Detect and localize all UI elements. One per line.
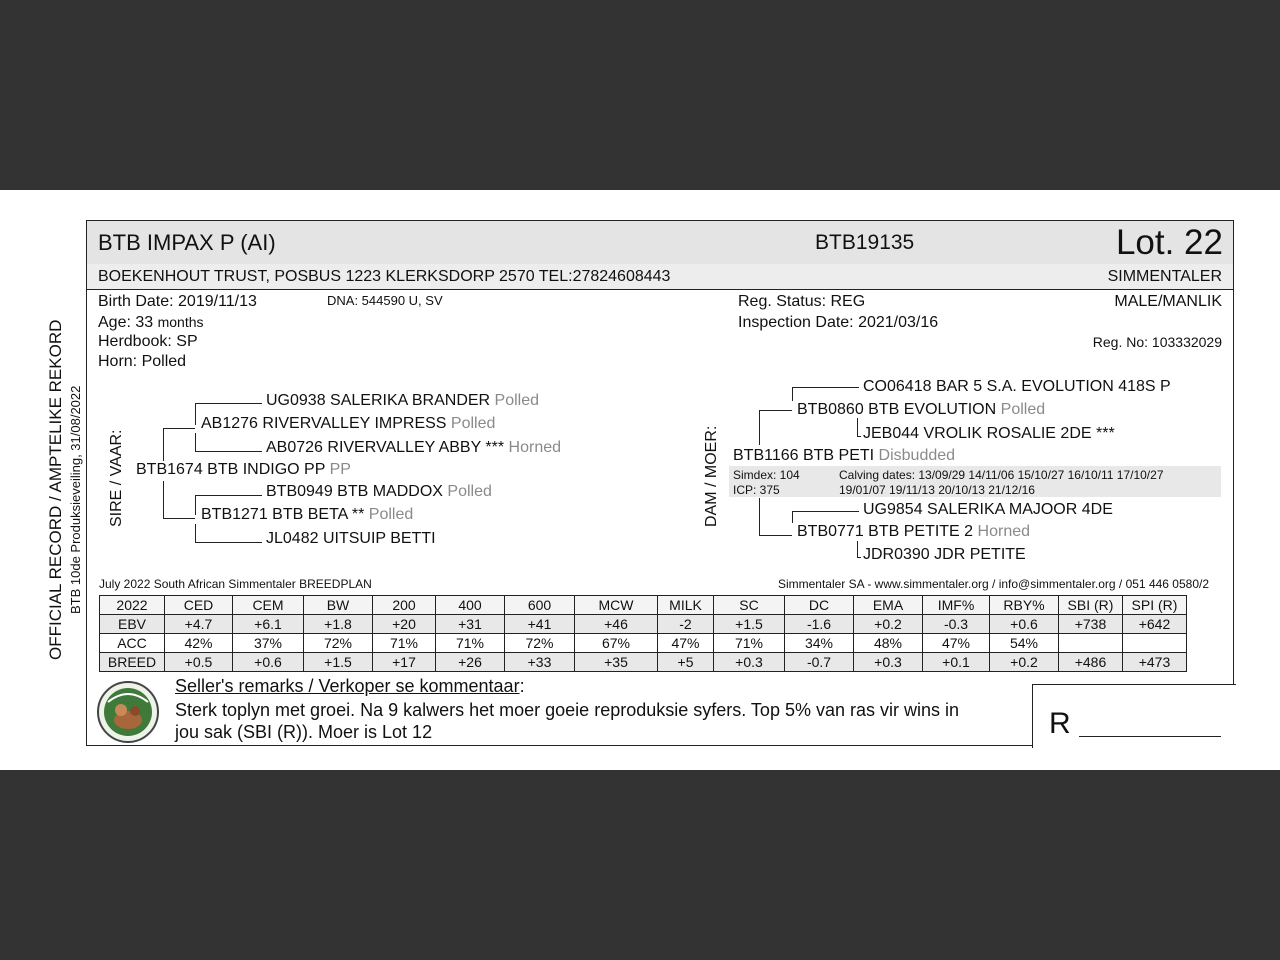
table-cell: +0.1 (923, 653, 990, 672)
table-cell: 72% (304, 634, 373, 653)
table-cell: +0.5 (165, 653, 233, 672)
remarks-line-1: Sterk toplyn met groei. Na 9 kalwers het moer goeie reproduksie syfers. Top 5% van ras vir wins in (175, 700, 960, 720)
table-cell: +33 (505, 653, 575, 672)
breedplan-caption: July 2022 South African Simmentaler BREEDPLAN (99, 577, 372, 591)
table-cell: +4.7 (165, 615, 233, 634)
dam-sire: BTB0860 BTB EVOLUTION Polled (797, 401, 1046, 418)
table-cell: +17 (373, 653, 436, 672)
sire-sire-dam: AB0726 RIVERVALLEY ABBY *** Horned (266, 439, 562, 456)
table-header: RBY% (990, 596, 1059, 615)
table-header: SPI (R) (1123, 596, 1187, 615)
table-cell: 37% (233, 634, 304, 653)
sire-sire: AB1276 RIVERVALLEY IMPRESS Polled (201, 415, 496, 432)
table-cell: +6.1 (233, 615, 304, 634)
sire-line-up-h (163, 428, 195, 429)
table-cell: 42% (165, 634, 233, 653)
table-row (100, 615, 1187, 634)
dd-line-up-h (792, 511, 859, 512)
sire-line-down-h (163, 518, 195, 519)
dam-sire-dam: JEB044 VROLIK ROSALIE 2DE *** (863, 425, 1115, 442)
table-cell: 47% (658, 634, 714, 653)
table-header: 200 (373, 596, 436, 615)
table-cell: +1.8 (304, 615, 373, 634)
sire-name: BTB1674 BTB INDIGO PP PP (136, 461, 351, 478)
sire-sire-sire-note: Polled (494, 392, 540, 409)
age-unit: months (157, 314, 204, 330)
dam-dam-dam: JDR0390 JDR PETITE (863, 546, 1026, 563)
dam-line-up-h (759, 410, 792, 411)
table-cell: EBV (100, 615, 165, 634)
age-value: Age: 33 (98, 314, 154, 331)
sire-dam-sire-note: Polled (447, 483, 492, 500)
table-cell: +0.6 (233, 653, 304, 672)
table-cell: 67% (575, 634, 658, 653)
table-cell: -2 (658, 615, 714, 634)
ds-line-down-h (857, 436, 861, 437)
ds-line-down (857, 418, 858, 436)
sire-sire-note: Polled (450, 415, 496, 432)
ss-line-down (195, 433, 196, 451)
horn-status: Horn: Polled (98, 353, 187, 370)
sire-dam-dam: JL0482 UITSUIP BETTI (266, 530, 436, 547)
breed-name: SIMMENTALER (1107, 268, 1222, 285)
sex: MALE/MANLIK (1114, 293, 1222, 310)
dam-dam-sire: UG9854 SALERIKA MAJOOR 4DE (863, 501, 1113, 518)
table-header: SBI (R) (1059, 596, 1123, 615)
table-cell: 71% (373, 634, 436, 653)
table-cell: +1.5 (304, 653, 373, 672)
table-cell: 34% (785, 634, 854, 653)
official-record-label: OFFICIAL RECORD / AMPTELIKE REKORD (46, 319, 65, 660)
calving-dates-1: Calving dates: 13/09/29 14/11/06 15/10/27 16/10/11 17/10/27 (839, 468, 1164, 482)
table-cell: +1.5 (714, 615, 785, 634)
table-header: DC (785, 596, 854, 615)
dd-line-down (857, 541, 858, 557)
table-cell: +26 (436, 653, 505, 672)
sd-line-down-h (195, 542, 262, 543)
sd-line-up-h (195, 495, 262, 496)
table-header-row (100, 596, 1187, 615)
dam-performance-box (729, 466, 1221, 497)
table-row (100, 653, 1187, 672)
table-cell: +0.3 (714, 653, 785, 672)
dam-sire-note: Polled (1000, 401, 1046, 418)
table-header: MILK (658, 596, 714, 615)
sire-dam-note: Polled (368, 506, 414, 523)
sire-sire-dam-note: Horned (508, 439, 562, 456)
ss-line-up-h (195, 403, 262, 404)
table-header: 2022 (100, 596, 165, 615)
table-cell: 71% (436, 634, 505, 653)
table-header: EMA (854, 596, 923, 615)
dam-label: DAM / MOER: (703, 425, 720, 527)
table-cell: +738 (1059, 615, 1123, 634)
table-cell: +0.2 (990, 653, 1059, 672)
sire-line-down (163, 481, 164, 518)
ss-line-up (195, 403, 196, 425)
table-cell: +41 (505, 615, 575, 634)
dd-line-up (792, 511, 793, 523)
dam-name: BTB1166 BTB PETI Disbudded (733, 447, 956, 464)
price-box (1032, 684, 1236, 748)
dam-dam: BTB0771 BTB PETITE 2 Horned (797, 523, 1031, 540)
dna-info: DNA: 544590 U, SV (327, 293, 443, 308)
table-cell: 48% (854, 634, 923, 653)
reg-status: Reg. Status: REG (738, 293, 866, 310)
table-cell: +35 (575, 653, 658, 672)
ebv-table (99, 595, 1187, 672)
table-cell: 71% (714, 634, 785, 653)
animal-name: BTB IMPAX P (AI) (98, 230, 276, 255)
table-cell: -0.7 (785, 653, 854, 672)
table-cell: -0.3 (923, 615, 990, 634)
breedplan-contact: Simmentaler SA - www.simmentaler.org / info@simmentaler.org / 051 446 0580/2 (777, 577, 1209, 591)
lot-card (86, 220, 1234, 746)
sire-dam: BTB1271 BTB BETA ** Polled (201, 506, 414, 523)
dam-line-down (759, 498, 760, 535)
table-header: MCW (575, 596, 658, 615)
card-header (87, 221, 1233, 265)
remarks-title: Seller's remarks / Verkoper se kommentaar: (175, 676, 525, 696)
sd-line-down (195, 524, 196, 542)
table-cell (1059, 634, 1123, 653)
inspection-date: Inspection Date: 2021/03/16 (738, 314, 939, 331)
simdex: Simdex: 104 (733, 468, 800, 482)
table-cell: +20 (373, 615, 436, 634)
calving-dates-2: 19/01/07 19/11/13 20/10/13 21/12/16 (839, 483, 1035, 497)
ss-line-down-h (195, 451, 262, 452)
table-cell: +46 (575, 615, 658, 634)
dam-line-up (759, 410, 760, 445)
table-cell: ACC (100, 634, 165, 653)
table-cell: +0.6 (990, 615, 1059, 634)
dam-dam-note: Horned (977, 523, 1031, 540)
dam-sire-sire: CO06418 BAR 5 S.A. EVOLUTION 418S P (863, 378, 1171, 395)
breeder-address: BOEKENHOUT TRUST, POSBUS 1223 KLERKSDORP 2570 TEL:27824608443 (98, 268, 671, 285)
seller-logo (96, 680, 160, 744)
animal-id: BTB19135 (815, 231, 915, 254)
reg-number: Reg. No: 103332029 (1092, 334, 1222, 350)
table-cell: +31 (436, 615, 505, 634)
lot-number: Lot. 22 (1115, 223, 1223, 262)
remarks-line-2: jou sak (SBI (R)). Moer is Lot 12 (175, 722, 433, 742)
breeder-bar (87, 264, 1233, 290)
dam-line-down-h (759, 535, 792, 536)
table-cell: +642 (1123, 615, 1187, 634)
table-cell: -1.6 (785, 615, 854, 634)
table-header: 400 (436, 596, 505, 615)
table-header: CED (165, 596, 233, 615)
table-header: IMF% (923, 596, 990, 615)
table-cell: +486 (1059, 653, 1123, 672)
sire-sire-sire: UG0938 SALERIKA BRANDER Polled (266, 392, 540, 409)
price-currency: R (1049, 707, 1071, 740)
table-cell: 72% (505, 634, 575, 653)
sire-line-up (163, 428, 164, 461)
price-blank-line (1079, 736, 1221, 737)
table-cell: 54% (990, 634, 1059, 653)
table-cell: +473 (1123, 653, 1187, 672)
table-row (100, 634, 1187, 653)
icp: ICP: 375 (733, 483, 780, 497)
sale-name-label: BTB 10de Produksieveiling, 31/08/2022 (68, 385, 83, 614)
sire-note: PP (329, 461, 351, 478)
table-cell: +5 (658, 653, 714, 672)
table-header: SC (714, 596, 785, 615)
table-cell: +0.3 (854, 653, 923, 672)
table-cell: +0.2 (854, 615, 923, 634)
sire-label: SIRE / VAAR: (108, 429, 125, 527)
table-header: 600 (505, 596, 575, 615)
herdbook: Herdbook: SP (98, 333, 198, 350)
birth-date: Birth Date: 2019/11/13 (98, 293, 257, 310)
sire-dam-sire: BTB0949 BTB MADDOX Polled (266, 483, 492, 500)
ds-line-up-h (792, 387, 859, 388)
dam-note: Disbudded (878, 447, 956, 464)
table-cell: BREED (100, 653, 165, 672)
ds-line-up (792, 387, 793, 401)
catalogue-page (0, 190, 1280, 770)
table-header: CEM (233, 596, 304, 615)
sd-line-up (195, 495, 196, 515)
dd-line-down-h (857, 557, 861, 558)
age (98, 314, 204, 332)
table-header: BW (304, 596, 373, 615)
table-cell: 47% (923, 634, 990, 653)
table-cell (1123, 634, 1187, 653)
